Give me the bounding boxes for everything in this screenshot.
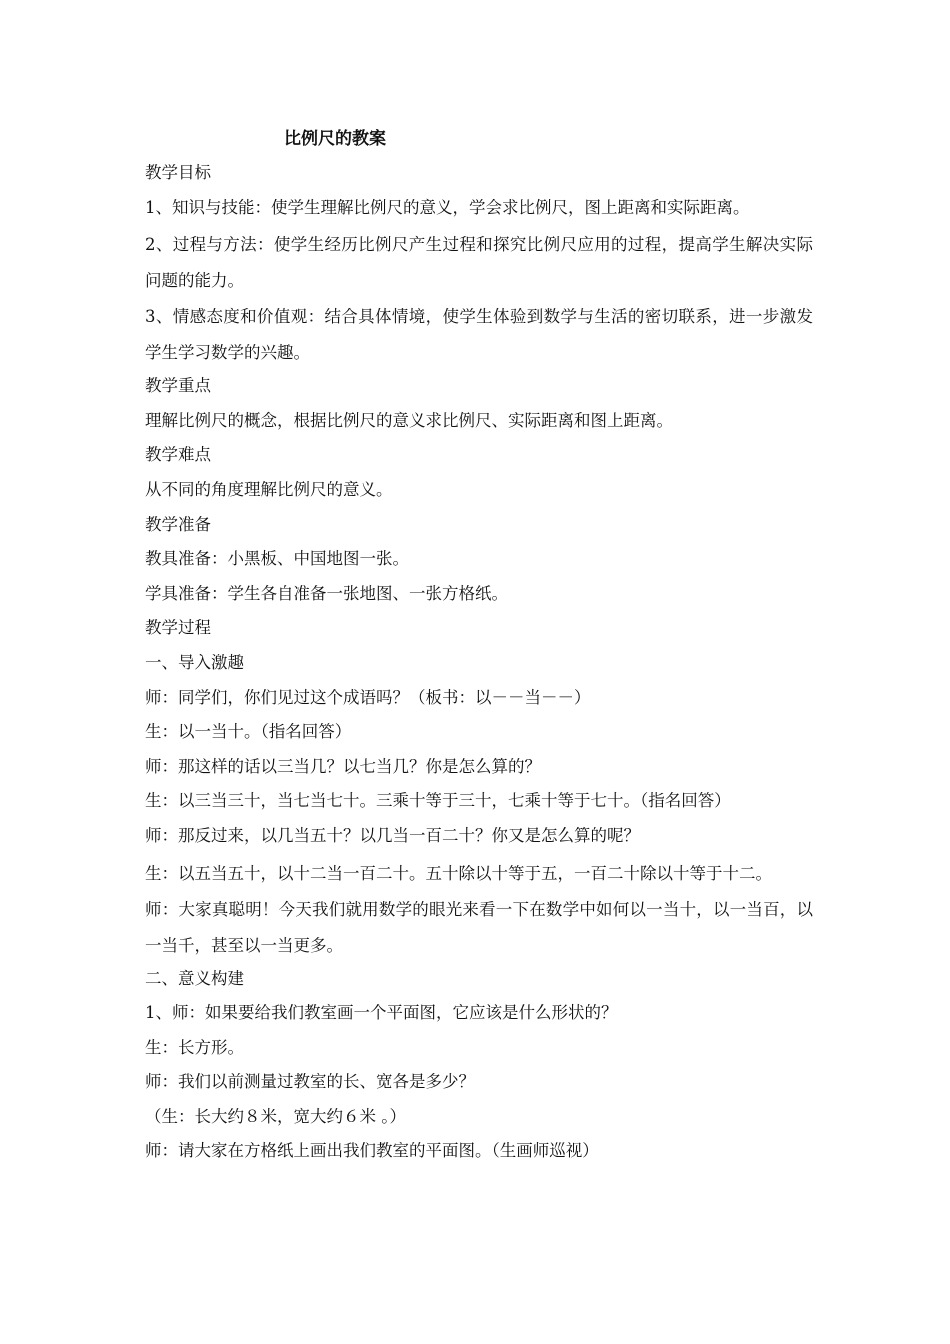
dialogue-line: 生：以一当十。（指名回答） — [145, 722, 352, 742]
subsection-heading: 一、导入激趣 — [145, 652, 244, 672]
paragraph: 从不同的角度理解比例尺的意义。 — [145, 479, 393, 499]
subsection-heading: 二、意义构建 — [145, 968, 244, 988]
section-heading-difficulties: 教学难点 — [145, 445, 211, 465]
section-heading-process: 教学过程 — [145, 618, 211, 638]
document-title: 比例尺的教案 — [284, 129, 386, 149]
section-heading-key-points: 教学重点 — [145, 376, 211, 396]
dialogue-line: （生：长大约８米，宽大约６米 。） — [145, 1106, 406, 1126]
document-body — [145, 158, 813, 1171]
paragraph: 2、过程与方法：使学生经历比例尺产生过程和探究比例尺应用的过程，提高学生解决实际问题的能力。 — [145, 235, 813, 291]
dialogue-line: 师：请大家在方格纸上画出我们教室的平面图。（生画师巡视） — [145, 1141, 599, 1161]
paragraph: 学具准备：学生各自准备一张地图、一张方格纸。 — [145, 583, 508, 603]
dialogue-line: 师：同学们，你们见过这个成语吗？（板书：以－－当－－） — [145, 687, 591, 707]
paragraph: 1、知识与技能：使学生理解比例尺的意义，学会求比例尺，图上距离和实际距离。 — [145, 197, 750, 217]
dialogue-line: 生：以三当三十，当七当七十。三乘十等于三十，七乘十等于七十。（指名回答） — [145, 791, 731, 811]
section-heading-objectives: 教学目标 — [145, 163, 211, 182]
dialogue-line: 师：大家真聪明！今天我们就用数学的眼光来看一下在数学中如何以一当十，以一当百，以一当千，甚至以一当更多。 — [145, 899, 813, 955]
dialogue-line: 生：以五当五十，以十二当一百二十。五十除以十等于五，一百二十除以十等于十二。 — [145, 863, 772, 883]
paragraph: 3、情感态度和价值观：结合具体情境，使学生体验到数学与生活的密切联系，进一步激发学生学习数学的兴趣。 — [145, 307, 813, 363]
dialogue-line: 1、师：如果要给我们教室画一个平面图，它应该是什么形状的？ — [145, 1003, 618, 1023]
dialogue-line: 师：那反过来，以几当五十？以几当一百二十？你又是怎么算的呢？ — [145, 825, 640, 845]
dialogue-line: 师：我们以前测量过教室的长、宽各是多少？ — [145, 1072, 475, 1092]
dialogue-line: 生：长方形。 — [145, 1037, 244, 1057]
dialogue-line: 师：那这样的话以三当几？以七当几？你是怎么算的？ — [145, 756, 541, 776]
paragraph: 教具准备：小黑板、中国地图一张。 — [145, 549, 409, 569]
section-heading-preparation: 教学准备 — [145, 514, 211, 534]
paragraph: 理解比例尺的概念，根据比例尺的意义求比例尺、实际距离和图上距离。 — [145, 410, 673, 430]
